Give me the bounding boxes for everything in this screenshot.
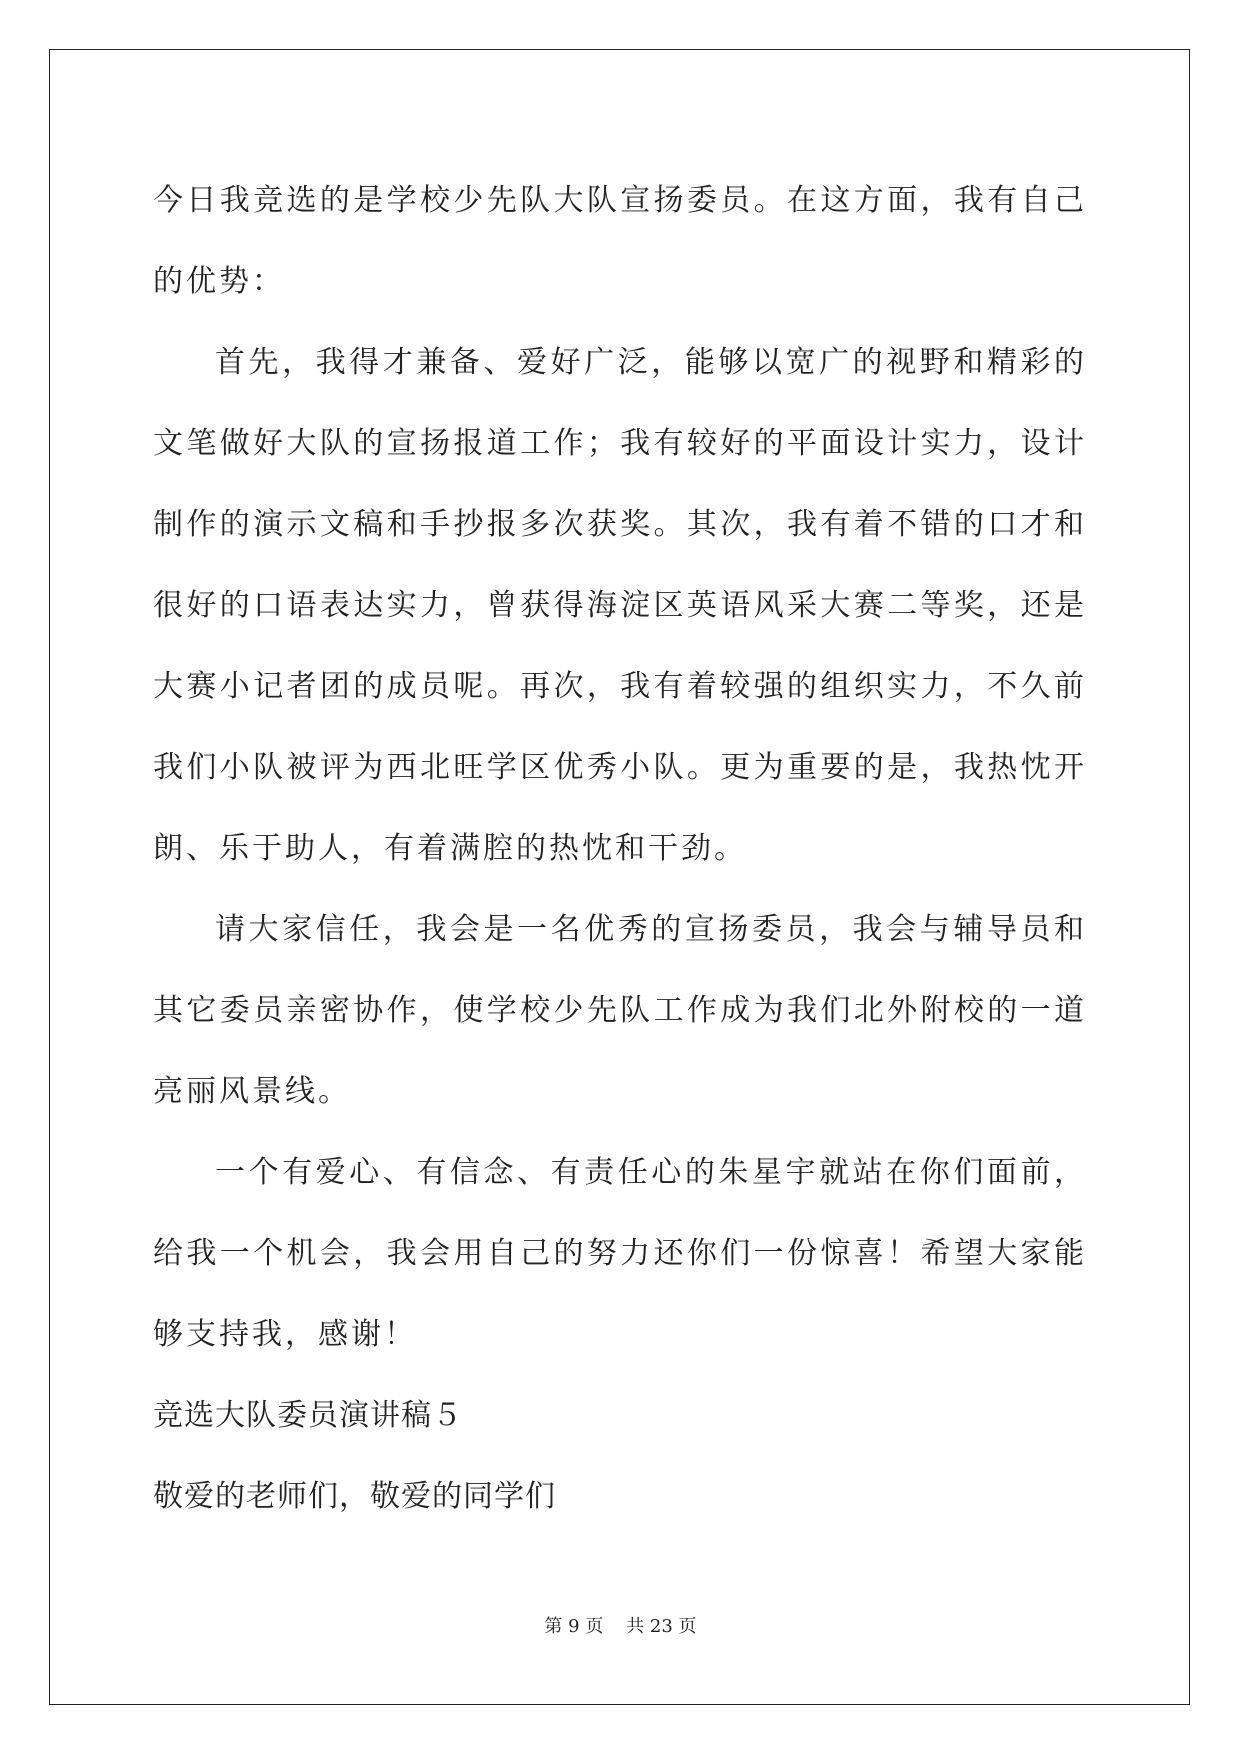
salutation: 敬爱的老师们，敬爱的同学们 [153, 1479, 556, 1514]
section-heading: 竞选大队委员演讲稿５ [153, 1398, 463, 1433]
page-number-label: 第 9 页 共 23 页 [544, 1616, 697, 1637]
paragraph-4: 一个有爱心、有信念、有责任心的朱星宇就站在你们面前，给我一个机会，我会用自己的努力还你们一份惊喜！希望大家能够支持我，感谢！ [153, 1155, 1087, 1352]
paragraph-1: 今日我竞选的是学校少先队大队宣扬委员。在这方面，我有自己的优势： [153, 183, 1087, 299]
paragraph-3: 请大家信任，我会是一名优秀的宣扬委员，我会与辅导员和其它委员亲密协作，使学校少先队工作成为我们北外附校的一道亮丽风景线。 [153, 912, 1087, 1109]
paragraph-2: 首先，我得才兼备、爱好广泛，能够以宽广的视野和精彩的文笔做好大队的宣扬报道工作；我有较好的平面设计实力，设计制作的演示文稿和手抄报多次获奖。其次，我有着不错的口才和很好的口语表达实力，曾获得海淀区英语风采大赛二等奖，还是大赛小记者团的成员呢。再次，我有着较强的组织实力，不久前我们小队被评为西北旺学区优秀小队。更为重要的是，我热忱开朗、乐于助人，有着满腔的热忱和干劲。 [153, 345, 1087, 866]
document-body [153, 160, 1087, 1537]
page-footer [0, 1612, 1241, 1638]
